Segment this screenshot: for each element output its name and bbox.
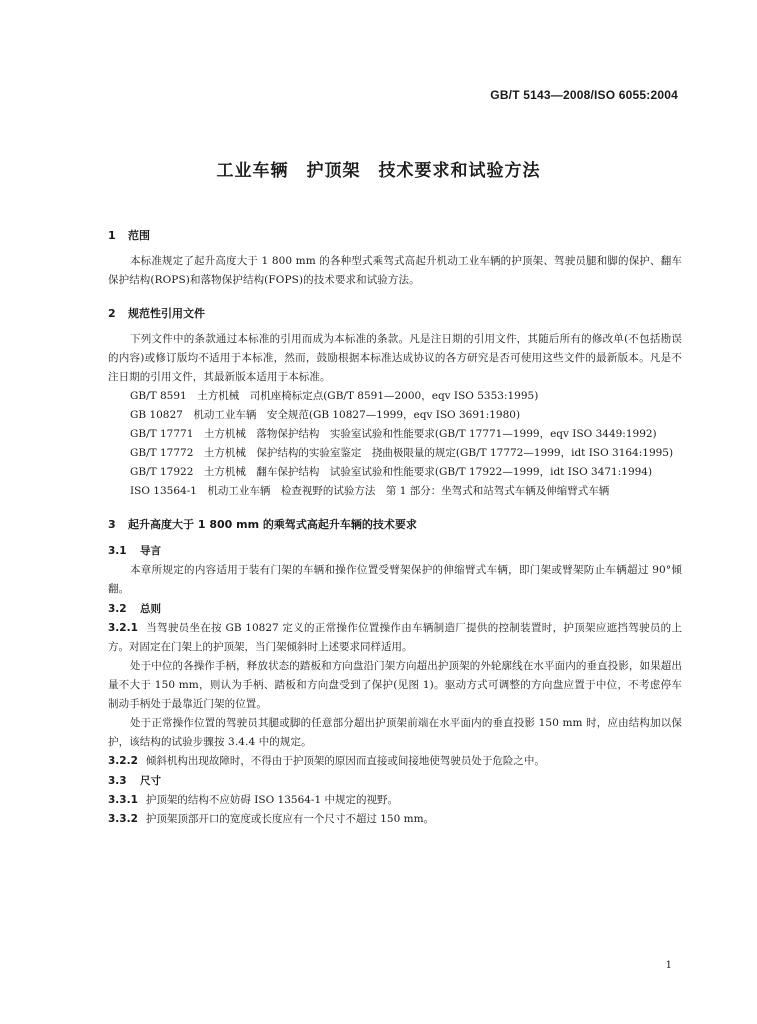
section-number: 3	[108, 518, 116, 531]
clause-number: 3.2.1	[108, 622, 138, 634]
section-1-heading	[108, 226, 682, 246]
clause-text: 倾斜机构出现故障时，不得由于护顶架的原因而直接或间接地使驾驶员处于危险之中。	[145, 755, 545, 767]
clause-3-3-1	[108, 791, 682, 810]
clause-3-2-2	[108, 752, 682, 771]
normative-references-intro: 下列文件中的条款通过本标准的引用而成为本标准的条款。凡是注日期的引用文件，其随后所有的修改单(不包括勘误的内容)或修订版均不适用于本标准，然而，鼓励根据本标准达成协议的各方研究是否可使用这些文件的最新版本。凡是不注日期的引用文件，其最新版本适用于本标准。	[108, 333, 682, 383]
clause-number: 3.2.2	[108, 755, 138, 767]
reference-item: GB/T 17922 土方机械 翻车保护结构 试验室试验和性能要求(GB/T 17922—1999，idt ISO 3471:1994)	[130, 466, 653, 478]
subsection-title: 导言	[140, 545, 161, 557]
clause-text: 当驾驶员坐在按 GB 10827 定义的正常操作位置操作由车辆制造厂提供的控制装置时，护顶架应遮挡驾驶员的上方。对固定在门架上的护顶架，当门架倾斜时上述要求同样适用。	[108, 622, 682, 653]
section-number: 2	[108, 307, 116, 320]
reference-item: GB 10827 机动工业车辆 安全规范(GB 10827—1999，eqv ISO 3691:1980)	[130, 409, 521, 421]
section-3-heading	[108, 515, 682, 535]
document-title: 工业车辆 护顶架 技术要求和试验方法	[216, 161, 541, 181]
reference-item: GB/T 17771 土方机械 落物保护结构 实验室试验和性能要求(GB/T 17771—1999，eqv ISO 3449:1992)	[130, 428, 657, 440]
subsection-number: 3.1	[108, 545, 127, 557]
page-number: 1	[665, 960, 672, 971]
subsection-3-1-heading	[108, 541, 682, 561]
reference-item: ISO 13564-1 机动工业车辆 检查视野的试验方法 第 1 部分：坐驾式和站驾式车辆及伸缩臂式车辆	[130, 485, 610, 497]
subsection-3-2-heading	[108, 599, 682, 619]
clause-number: 3.3.2	[108, 813, 138, 825]
section-title: 规范性引用文件	[128, 307, 205, 320]
section-title: 范围	[128, 229, 150, 242]
subsection-3-3-heading	[108, 771, 682, 791]
reference-item: GB/T 8591 土方机械 司机座椅标定点(GB/T 8591—2000，eqv ISO 5353:1995)	[130, 390, 539, 402]
subsection-number: 3.3	[108, 775, 127, 787]
document-body	[108, 222, 682, 829]
standard-number: GB/T 5143—2008/ISO 6055:2004	[490, 88, 678, 102]
clause-paragraph: 处于正常操作位置的驾驶员其腿或脚的任意部分超出护顶架前端在水平面内的垂直投影 150 mm 时，应由结构加以保护，该结构的试验步骤按 3.4.4 中的规定。	[108, 717, 682, 748]
clause-number: 3.3.1	[108, 794, 138, 806]
reference-item: GB/T 17772 土方机械 保护结构的实验室鉴定 挠曲极限量的规定(GB/T 17772—1999，idt ISO 3164:1995)	[130, 447, 674, 459]
section-2-heading	[108, 304, 682, 324]
subsection-title: 总则	[140, 603, 161, 615]
scope-paragraph: 本标准规定了起升高度大于 1 800 mm 的各种型式乘驾式高起升机动工业车辆的护顶架、驾驶员腿和脚的保护、翻车保护结构(ROPS)和落物保护结构(FOPS)的技术要求和试验方法。	[108, 255, 682, 286]
clause-paragraph: 处于中位的各操作手柄，释放状态的踏板和方向盘沿门架方向超出护顶架的外轮廓线在水平面内的垂直投影，如果超出量不大于 150 mm，则认为手柄、踏板和方向盘受到了保护(见图 1)。驱动方式可调整的方向盘应置于中位，不考虑停车制动手柄处于最靠近门架的位置。	[108, 660, 682, 710]
introduction-paragraph: 本章所规定的内容适用于装有门架的车辆和操作位置受臂架保护的伸缩臂式车辆，即门架或臂架防止车辆超过 90°倾翻。	[108, 564, 682, 595]
clause-3-2-1	[108, 619, 682, 657]
section-number: 1	[108, 229, 116, 242]
subsection-number: 3.2	[108, 603, 127, 615]
clause-3-3-2	[108, 810, 682, 829]
section-title: 起升高度大于 1 800 mm 的乘驾式高起升车辆的技术要求	[128, 518, 417, 531]
clause-text: 护顶架的结构不应妨碍 ISO 13564-1 中规定的视野。	[145, 794, 398, 806]
subsection-title: 尺寸	[140, 775, 161, 787]
clause-text: 护顶架顶部开口的宽度或长度应有一个尺寸不超过 150 mm。	[145, 813, 435, 825]
